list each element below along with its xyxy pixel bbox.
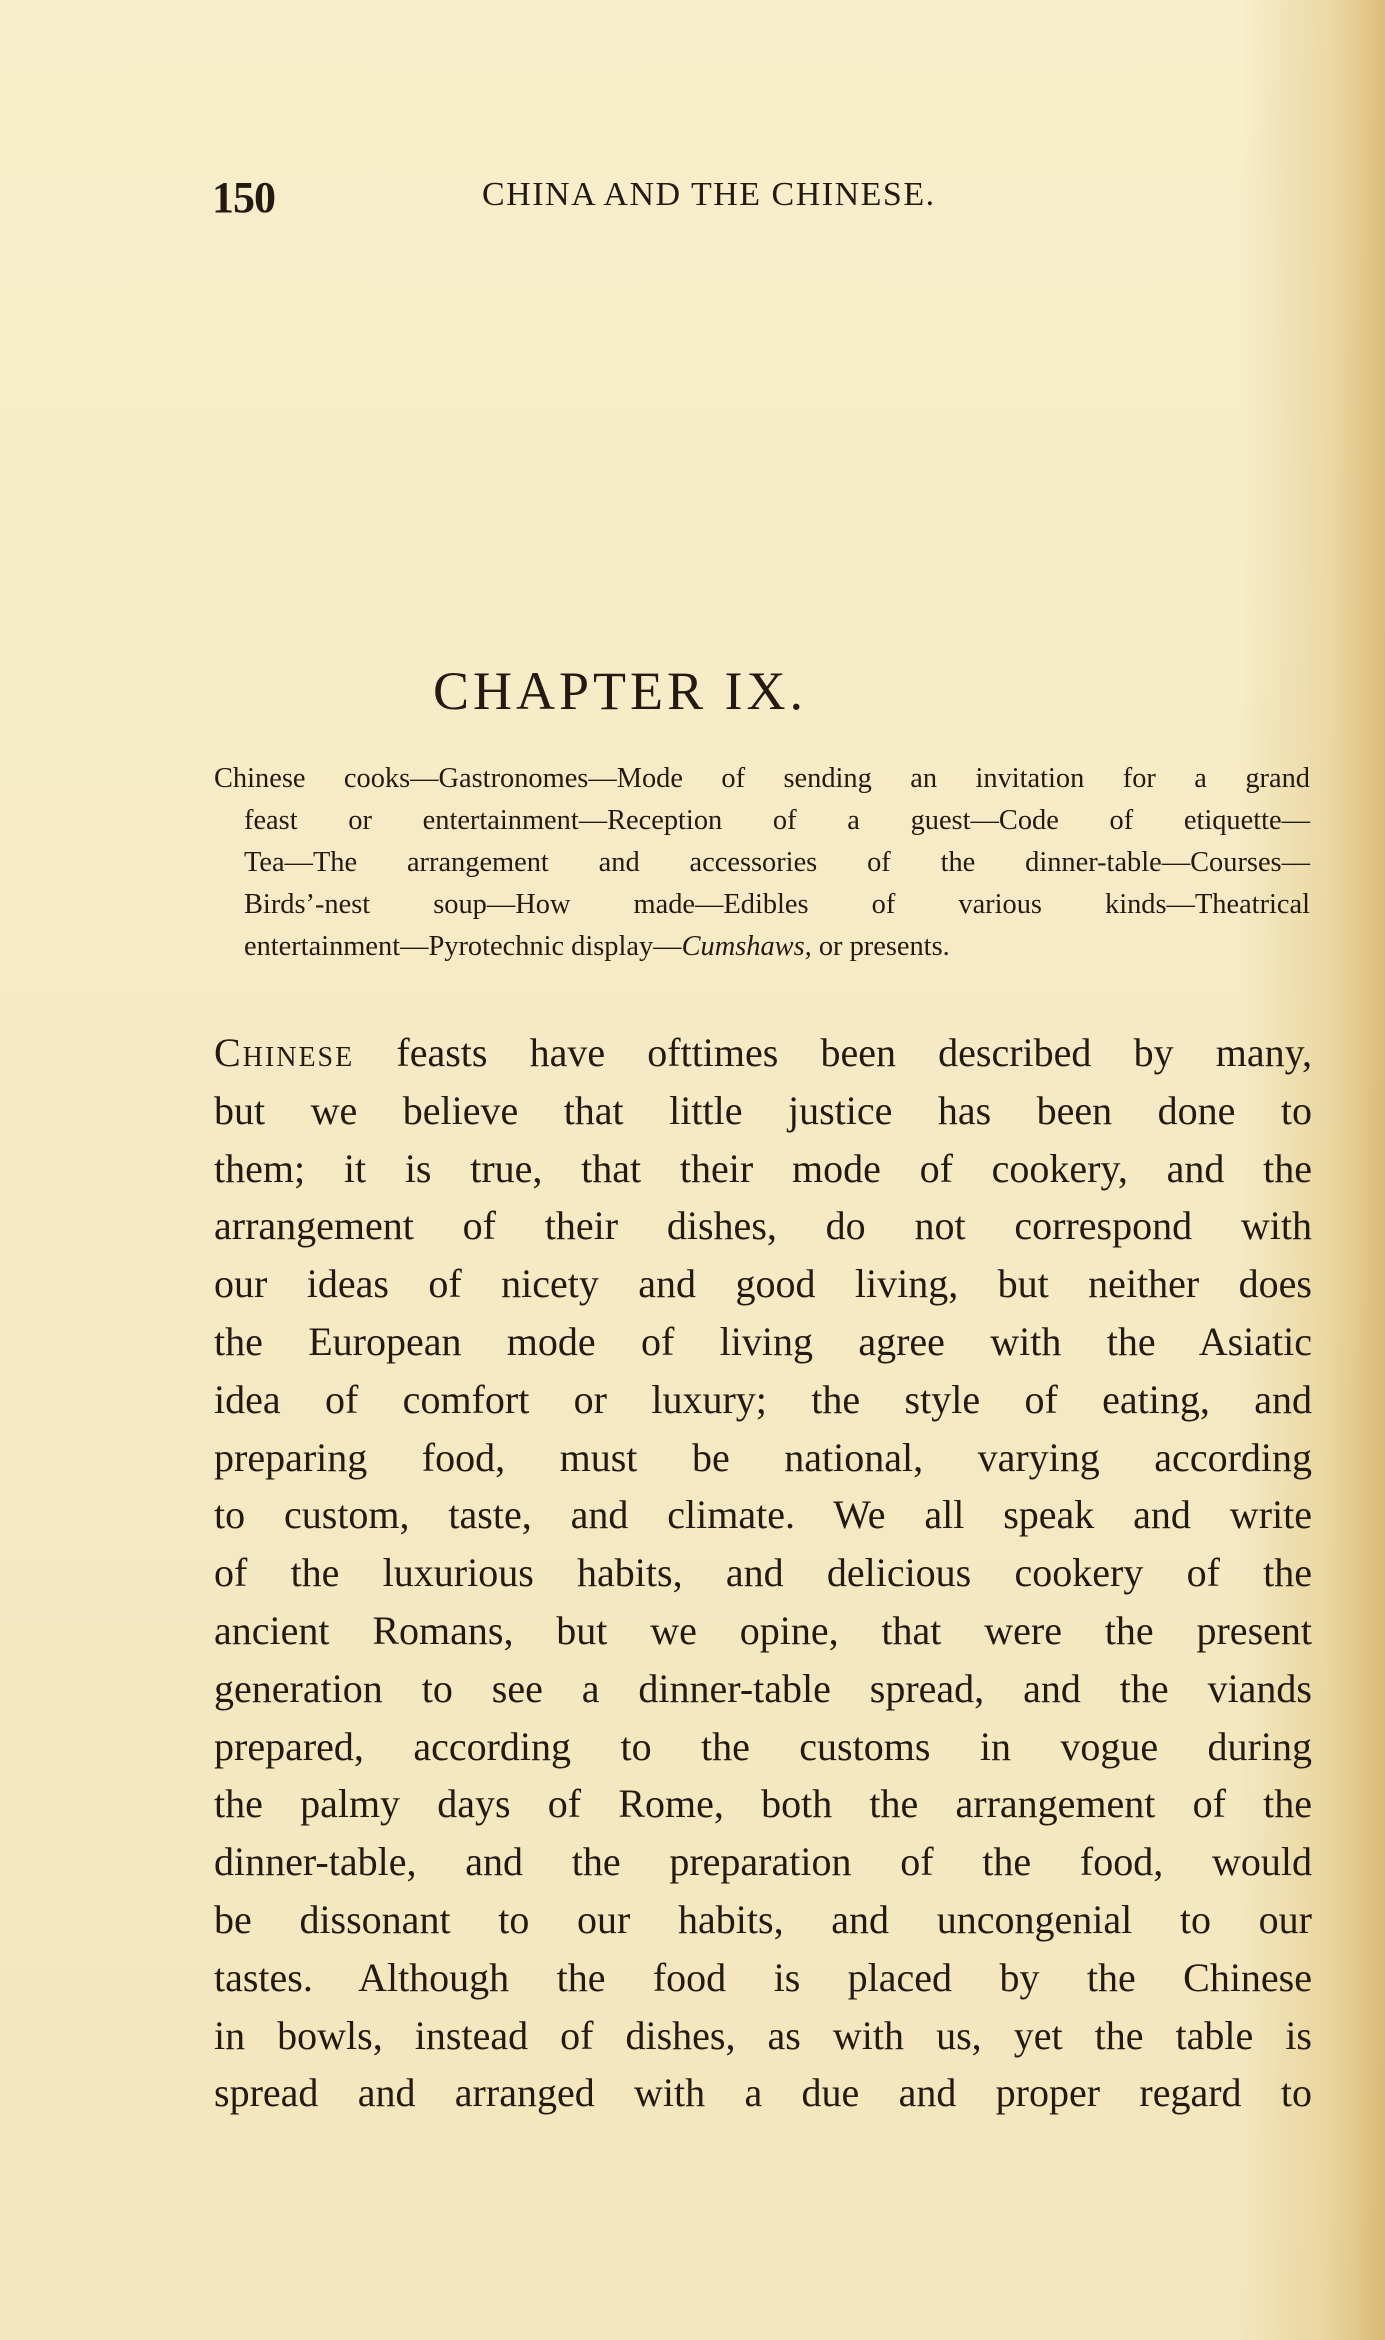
body-line: to custom, taste, and climate. We all speak and write: [214, 1492, 1312, 1538]
body-line: in bowls, instead of dishes, as with us, yet the table is: [214, 2012, 1312, 2058]
body-line: them; it is true, that their mode of cookery, and the: [214, 1145, 1312, 1191]
synopsis-line: Birds’-nest soup—How made—Edibles of various kinds—Theatrical: [244, 889, 1310, 920]
chapter-title: CHAPTER IX.: [432, 661, 807, 721]
synopsis-italic-term: Cumshaws,: [681, 931, 812, 962]
synopsis-line: Chinese cooks—Gastronomes—Mode of sending an invitation for a grand: [214, 763, 1310, 794]
body-line: of the luxurious habits, and delicious cookery of the: [214, 1550, 1312, 1596]
opening-word: Chinese: [214, 1030, 355, 1075]
body-line: generation to see a dinner-table spread, and the viands: [214, 1665, 1312, 1711]
synopsis-line: Tea—The arrangement and accessories of the dinner-table—Courses—: [244, 847, 1310, 878]
body-line: ancient Romans, but we opine, that were the present: [214, 1607, 1312, 1653]
page-number: 150: [212, 173, 275, 222]
chapter-synopsis: [214, 758, 1310, 968]
body-line: prepared, according to the customs in vogue during: [214, 1723, 1312, 1769]
body-line: preparing food, must be national, varying according: [214, 1434, 1312, 1480]
body-text: feasts have ofttimes been described by many,: [354, 1030, 1312, 1075]
synopsis-last-line: [214, 926, 1310, 968]
synopsis-text: entertainment—Pyrotechnic display—: [244, 931, 682, 962]
body-line: idea of comfort or luxury; the style of eating, and: [214, 1376, 1312, 1422]
body-line: arrangement of their dishes, do not correspond with: [214, 1203, 1312, 1249]
body-line: spread and arranged with a due and proper regard to: [214, 2070, 1312, 2116]
body-line: the palmy days of Rome, both the arrangement of the: [214, 1781, 1312, 1827]
synopsis-line: feast or entertainment—Reception of a guest—Code of etiquette—: [244, 805, 1310, 836]
body-line: our ideas of nicety and good living, but neither does: [214, 1261, 1312, 1307]
body-line: but we believe that little justice has been done to: [214, 1087, 1312, 1133]
body-line: dinner-table, and the preparation of the food, would: [214, 1839, 1312, 1885]
synopsis-text: or presents.: [811, 931, 950, 962]
body-line: be dissonant to our habits, and uncongenial to our: [214, 1896, 1312, 1942]
body-first-line: [214, 1024, 1312, 1082]
body-line: the European mode of living agree with the Asiatic: [214, 1318, 1312, 1364]
running-head: [212, 172, 1042, 222]
body-line: tastes. Although the food is placed by the Chinese: [214, 1954, 1312, 2000]
body-paragraph: [214, 1024, 1312, 2122]
running-title: CHINA AND THE CHINESE.: [482, 176, 936, 213]
